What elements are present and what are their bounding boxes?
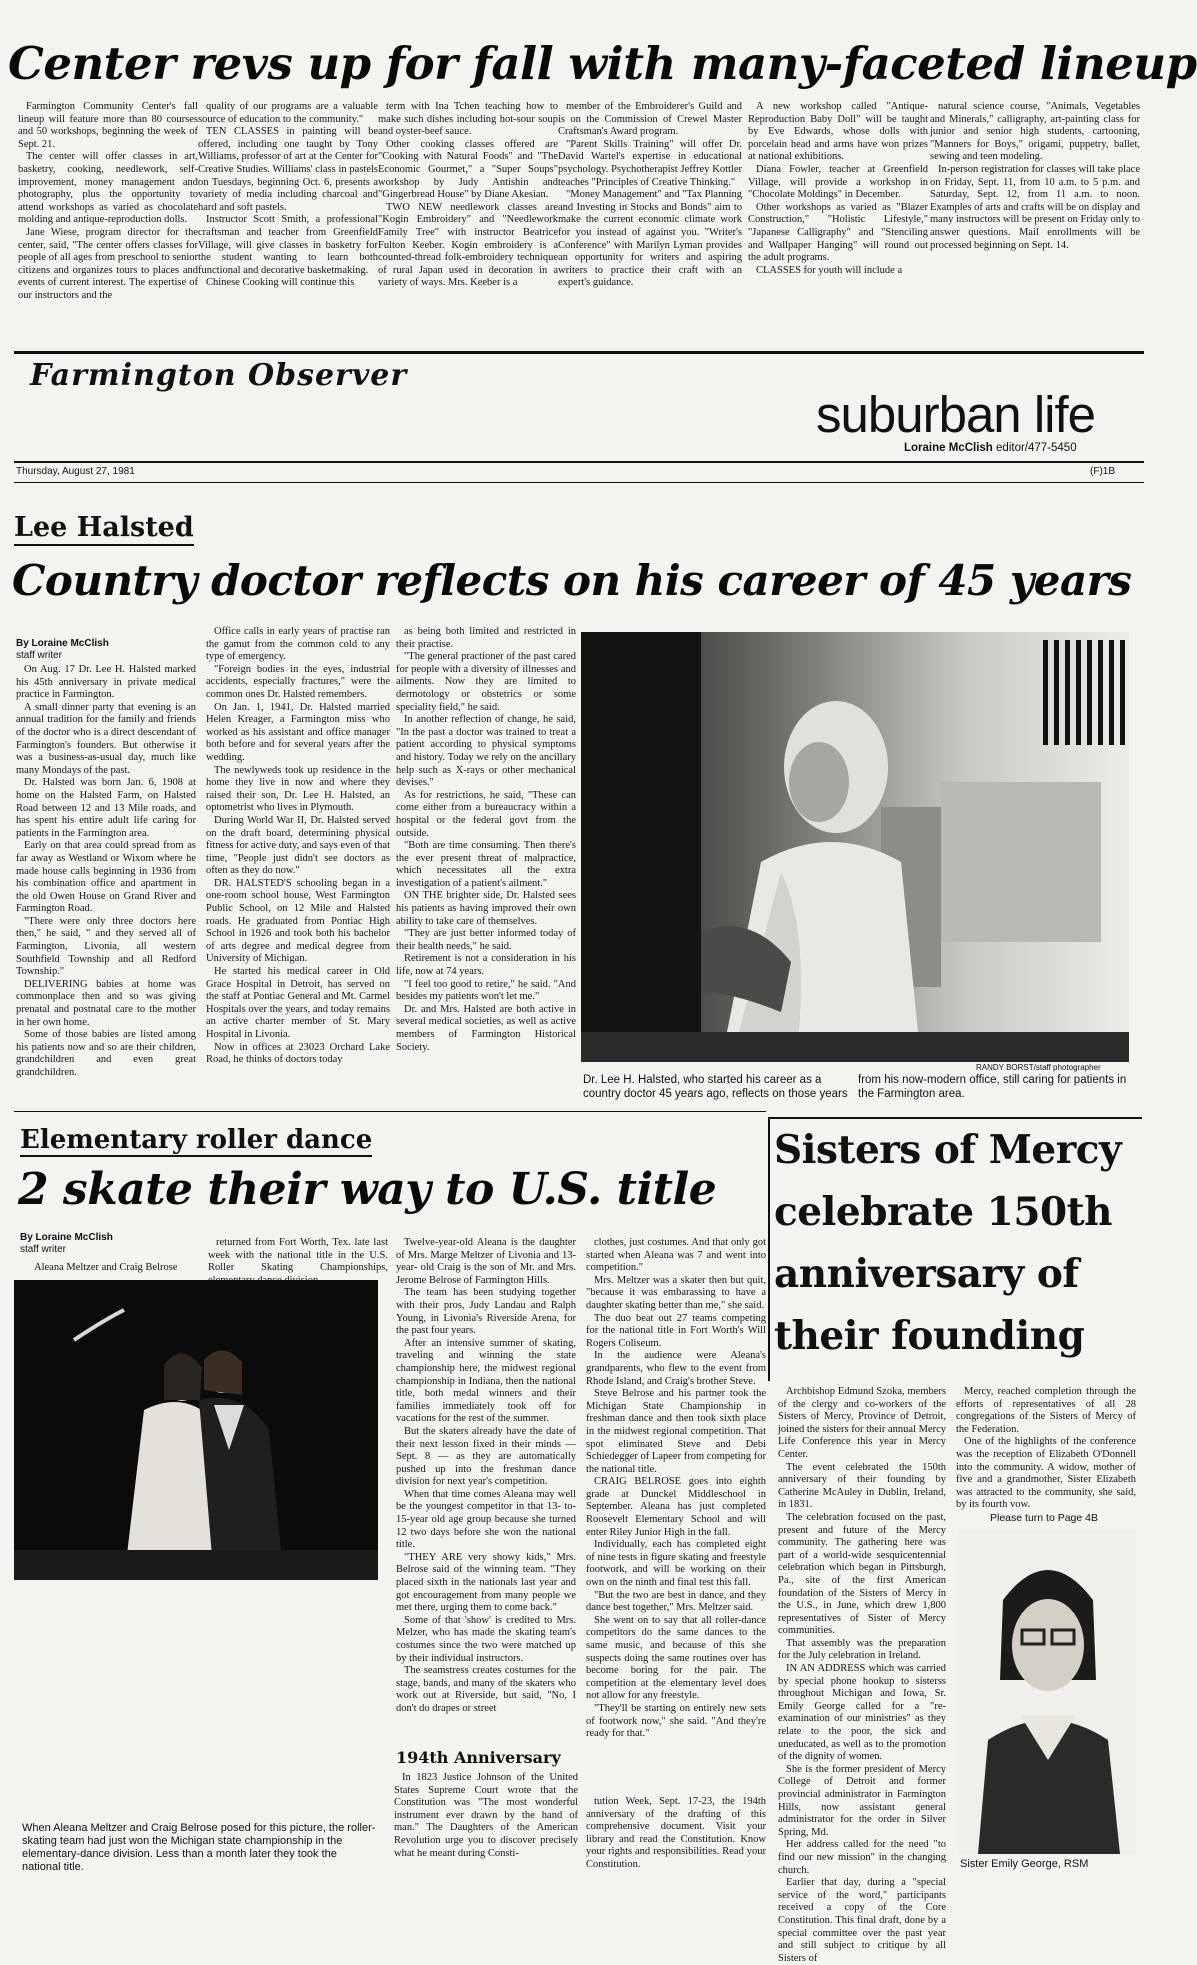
doctor-caption-left: Dr. Lee H. Halsted, who started his career as a country doctor 45 years ago, reflects on those years	[583, 1074, 848, 1100]
paragraph: Instructor Scott Smith, a professional craftsman and teacher from Greenfield Village, will give classes in basketry for the student wanting to learn both functional and decorative basketmaking.	[198, 214, 378, 276]
paragraph: "Parent Skills Training" will offer Dr. David Wartel's expertise in educational psychology. Psychotherapist Jeffrey Kottler teaches "Principles of Creative Thinking."	[558, 138, 742, 188]
doctor-byline-role: staff writer	[16, 650, 62, 661]
paragraph: "They are just better informed today of their health needs," he said.	[396, 928, 576, 952]
skaters-photo-image	[14, 1280, 378, 1580]
doctor-photo-credit: RANDY BORST/staff photographer	[976, 1063, 1101, 1072]
paragraph: Her address called for the need "to find our new mission" in the changing church.	[778, 1839, 946, 1876]
paragraph: CRAIG BELROSE goes into eighth grade at Dunckel Middleschool in September. Aleana has just completed Roosevelt Elementary School and will enter Riley Junior High in the fall.	[586, 1476, 766, 1538]
top-column	[930, 101, 1140, 345]
top-column	[748, 101, 928, 345]
paragraph: TWO NEW needlework classes are "Kogin Embroidery" and "Needlework Family Tree" with instructor Beatrice Fulton Keeber. Kogin embroidery is a counted-thread folk-embroidery technique of rural Japan used in decoration in a variety of ways. Mrs. Keeber is a	[378, 201, 558, 289]
paragraph: Some of those babies are listed among his patients now and so are their children, grandchildren and even great grandchildren.	[16, 1029, 196, 1078]
paragraph: Dr. and Mrs. Halsted are both active in several medical societies, as well as active members of Farmington Historical Society.	[396, 1003, 576, 1053]
paragraph: The event celebrated the 150th anniversary of their founding by Catherine McAuley in Dublin, Ireland, in 1831.	[778, 1461, 946, 1511]
doctor-headline: Country doctor reflects on his career of 45 years	[12, 556, 1132, 605]
anniversary-headline: 194th Anniversary	[396, 1748, 561, 1767]
paragraph: Now in offices at 23023 Orchard Lake Road, he thinks of doctors today	[206, 1041, 390, 1066]
paragraph: Steve Belrose and his partner took the Michigan State Championship in freshman dance and then took sixth place in the midwest regional competition. That spot eliminated Steve and Debi Schiedegger of Lapeer from competing for the national title.	[586, 1388, 766, 1475]
paragraph: The newlyweds took up residence in the home they live in now and where they raised their son, Dr. Lee H. Halsted, an optometrist who lives in Plymouth.	[206, 764, 390, 814]
paragraph: In 1823 Justice Johnson of the United States Supreme Court wrote that the Constitution was "The most wonderful instrument ever drawn by the hand of man." The Daughters of the American Revolution urge you to discover precisely what he meant during Consti-	[394, 1772, 578, 1859]
skate-column	[396, 1237, 576, 1737]
paragraph: On Jan. 1, 1941, Dr. Halsted married Helen Kreager, a Farmington miss who worked as his assistant and office manager both before and for several years after the wedding.	[206, 701, 390, 763]
doctor-bottom-rule	[14, 1111, 766, 1112]
paragraph: Mrs. Meltzer was a skater then but quit, "because it was embarassing to have a daughter skating better than me," she said.	[586, 1274, 766, 1311]
paragraph: In-person registration for classes will take place on Friday, Sept. 11, from 10 a.m. to 5 p.m. and Saturday, Sept. 12, from 11 a.m. to noon. Examples of arts and crafts will be on display and many instructors will be present on Friday only to answer questions. Mail enrollments will be processed beginning on Sept. 14.	[930, 163, 1140, 251]
paragraph: TEN CLASSES in painting will be offered, including one taught by Tony Williams, professor of art at the Center for Creative Studies. Williams' class in pastels on Tuesdays, beginning Oct. 6, presents a variety of media including charcoal and hard and soft pastels.	[198, 126, 378, 213]
paragraph: term with Ina Tchen teaching how to make such dishes including hot-sour soup and oyster-beef sauce.	[378, 101, 558, 138]
paragraph: "The general practioner of the past cared for people with a diversity of illnesses and ailments. Now they are limited to dermotology or obstetrics or some speciality field," he said.	[396, 651, 576, 713]
paragraph: IN AN ADDRESS which was carried by special phone hookup to sisterss throughout Michigan and Iowa, Sr. Emily George called for a "re-examination of our ministries" as they relate to the poor, the sick and uneducated, as well as to the promotion of the dignity of women.	[778, 1663, 946, 1763]
masthead-section: suburban life	[816, 386, 1096, 443]
paragraph: A small dinner party that evening is an annual tradition for the family and friends of the doctor who is a direct descendant of Farmington's founders. But otherwise it was a business-as-usual day, much like many Mondays of the past.	[16, 701, 196, 776]
paragraph: After an intensive summer of skating, traveling and winning the state championship here, the midwest regional championship in Indiana, then the national title, both medal winners and their families immediately took off for vacations for the rest of the summer.	[396, 1337, 576, 1425]
skate-headline: 2 skate their way to U.S. title	[18, 1164, 717, 1215]
paragraph: member of the Embroiderer's Guild and is on the Commission of Crewel Master Craftsman's Award program.	[558, 101, 742, 138]
paragraph: Dr. Halsted was born Jan. 6, 1908 at home on the Halsted Farm, on Halsted Road between 12 and 13 Mile roads, and has spent his entire adult life caring for patients in the Farmington area.	[16, 777, 196, 839]
sister-photo	[958, 1530, 1136, 1854]
paragraph: A new workshop called "Antique-Reproduction Baby Doll" will be taught by Eve Edwards, whose dolls with porcelain head and arms have won prizes at national exhibitions.	[748, 101, 928, 163]
sister-photo-image	[958, 1530, 1136, 1854]
paragraph: The celebration focused on the past, present and future of the Mercy community. The gathering here was part of a world-wide sesquicentennial celebration which began in Pittsburgh, Pa., site of the first American foundation of the Sisters of Mercy in the U.S., in June, which drew 1,800 representatives of Sister of Mercy communities.	[778, 1511, 946, 1637]
skate-column	[586, 1237, 766, 1792]
paragraph: In the audience were Aleana's grandparents, who flew to the event from Rhode Island, and Craig's brother Steve.	[586, 1350, 766, 1387]
editor-role: editor/477-5450	[996, 442, 1077, 454]
editor-name: Loraine McClish	[904, 442, 993, 454]
sister-caption: Sister Emily George, RSM	[960, 1858, 1089, 1870]
paragraph: As for restrictions, he said, "These can come either from a bureaucracy within a hospital or the federal govt from the outside.	[396, 789, 576, 839]
paragraph: The center will offer classes in art, basketry, cooking, needlework, self-improvement, money management and photography, plus the opportunity to attend workshops as varied as chocolate molding and antique-reproduction dolls.	[18, 151, 198, 226]
paragraph: Other cooking classes offered are "Cooking with Natural Foods" and "The Economic Gourmet," a "Super Soups" workshop by Judy Antishin and "Gingerbread House" by Diane Akesian.	[378, 138, 558, 201]
paragraph: "I feel too good to retire," he said. "And besides my patients won't let me."	[396, 978, 576, 1003]
skate-intro: Aleana Meltzer and Craig Belrose	[34, 1262, 178, 1273]
paragraph: The duo beat out 27 teams competing for the national title in Fort Worth's Will Rogers Coliseum.	[586, 1312, 766, 1349]
paragraph: clothes, just costumes. And that only got started when Aleana was 7 and went into competition."	[586, 1237, 766, 1274]
paragraph: "Foreign bodies in the eyes, industrial accidents, especially fractures," were the common ones Dr. Halsted remembers.	[206, 663, 390, 700]
paragraph: Retirement is not a consideration in his life, now at 74 years.	[396, 953, 576, 978]
paragraph: "There were only three doctors here then," he said, " and they served all of Farmington, Livonia, all western Southfield Township and all Redford Township."	[16, 915, 196, 978]
doctor-column	[396, 626, 576, 1104]
paragraph: The team has been studying together with their pros, Judy Landau and Ralph Young, in Livonia's Riverside Arena, for the past four years.	[396, 1287, 576, 1337]
paragraph: Diana Fowler, teacher at Greenfield Village, will provide a workshop in "Chocolate Moldings" in December.	[748, 163, 928, 201]
skate-caption: When Aleana Meltzer and Craig Belrose posed for this picture, the roller-skating team had just won the Michigan state championship in the elementary-dance division. Less than a month later they took the national title.	[22, 1822, 376, 1873]
paragraph: Jane Wiese, program director for the center, said, "The center offers classes for people of all ages from preschool to senior citizens and organizes tours to places and events of current interest. The expertise of our instructors and the	[18, 226, 198, 301]
mercy-continued: Please turn to Page 4B	[990, 1512, 1098, 1524]
doctor-column	[16, 664, 196, 1104]
paragraph: CLASSES for youth will include a	[756, 264, 903, 276]
skate-byline-role: staff writer	[20, 1244, 66, 1255]
paragraph: During World War II, Dr. Halsted served on the draft board, determining physical fitness for active duty, and says even of that time, "People just didn't see doctors as often as they do now."	[206, 814, 390, 877]
ann-column	[394, 1772, 578, 1872]
top-column	[18, 101, 198, 345]
paragraph: ON THE brighter side, Dr. Halsted sees his patients as having improved their own ability to take care of themselves.	[396, 890, 576, 927]
page-number: (F)1B	[1090, 466, 1115, 477]
paragraph: "They'll be starting on entirely new sets of footwork now," she said. "And they're ready for that."	[586, 1702, 766, 1740]
paragraph: Mercy, reached completion through the efforts of representatives of all 28 congregations of the Sisters of Mercy of the Federation.	[956, 1386, 1136, 1435]
paragraph: tution Week, Sept. 17-23, the 194th anniversary of the drafting of this comprehensive document. Visit your library and read the Constitution. Know your rights and responsibilities. Read your Constitution.	[586, 1796, 766, 1870]
top-column	[378, 101, 558, 345]
masthead-paper-name: Farmington Observer	[30, 358, 408, 393]
masthead-top-rule	[14, 351, 1144, 354]
doctor-photo	[581, 632, 1129, 1062]
paragraph: That assembly was the preparation for the July celebration in Ireland.	[778, 1637, 946, 1662]
skaters-photo	[14, 1280, 378, 1580]
doctor-photo-image	[581, 632, 1129, 1062]
paragraph: One of the highlights of the conference was the reception of Elizabeth O'Donnell into the community. A widow, mother of five and a grandmother, Sister Elizabeth was attracted to the community, she said, by its fourth vow.	[956, 1436, 1136, 1511]
paragraph: Office calls in early years of practise ran the gamut from the common cold to any type of emergency.	[206, 626, 390, 663]
paragraph: Earlier that day, during a "special service of the word," participants received a copy of the Core Constitution. This final draft, done by a special committee over the past year and still subject to critique by all Sisters of	[778, 1877, 946, 1964]
mercy-headline-line: celebrate 150th	[774, 1189, 1112, 1235]
paragraph: returned from Fort Worth, Tex. late last week with the national title in the U.S. Roller Skating Championships,	[208, 1237, 388, 1274]
masthead-editor	[904, 442, 1077, 454]
ann-column	[586, 1796, 766, 1872]
paragraph: But the skaters already have the date of their next lesson fixed in their minds — Sept. 8 — as they are automatically pushed up into the freshman dance division for next year's competition.	[396, 1425, 576, 1488]
top-column	[198, 101, 378, 345]
paragraph: "Both are time consuming. Then there's the ever present threat of malpractice, which necessitates all the extra investigation of a patient's ailment."	[396, 840, 576, 889]
paragraph: DELIVERING babies at home was commonplace then and so was giving prenatal and postnatal care to the mother in her own home.	[16, 978, 196, 1028]
paragraph: Individually, each has completed eight of nine tests in figure skating and freestyle footwork, and will be working on their own on the ninth and final test this fall.	[586, 1539, 766, 1589]
paragraph: as being both limited and restricted in their practise.	[396, 626, 576, 650]
paragraph: Twelve-year-old Aleana is the daughter of Mrs. Marge Meltzer of Livonia and 13-year- old Craig is the son of Mr. and Mrs. Jerome Belrose of Farmington Hills.	[396, 1237, 576, 1286]
paragraph: Some of that 'show' is credited to Mrs. Melzer, who has made the skating team's costumes since the two were matched up by their individual instructors.	[396, 1614, 576, 1664]
mercy-headline-line: Sisters of Mercy	[774, 1127, 1122, 1173]
paragraph: Early on that area could spread from as far away as Westland or Wixom where he made house calls beginning in 1936 from his combination office and apartment in the old Owen House on Grand River and Farmington Road.	[16, 840, 196, 915]
doctor-caption-right: from his now-modern office, still caring for patients in the Farmington area.	[858, 1074, 1127, 1100]
mercy-col-2	[956, 1386, 1136, 1510]
paragraph: "But the two are best in dance, and they dance best together," Mrs. Meltzer said.	[586, 1589, 766, 1614]
paragraph: "THEY ARE very showy kids," Mrs. Belrose said of the winning team. "They placed sixth in the nationals last year and got encouragement from many people we met there, urging them to come back."	[396, 1551, 576, 1614]
paragraph: On Aug. 17 Dr. Lee H. Halsted marked his 45th anniversary in private medical practice in Farmington.	[16, 664, 196, 701]
date-rule	[14, 482, 1144, 483]
paragraph: Farmington Community Center's fall lineup will feature more than 80 courses and 50 workshops, beginning the week of Sept. 21.	[18, 101, 198, 150]
issue-date: Thursday, August 27, 1981	[16, 466, 135, 477]
paragraph: quality of our programs are a valuable source of education to the community."	[198, 101, 378, 125]
doctor-byline: By Loraine McClish	[16, 638, 109, 649]
top-column	[558, 101, 742, 345]
paragraph: In another reflection of change, he said, "In the past a doctor was trained to treat a patient according to physical symptoms and history. Today we rely on the ancillary help such as X-rays or other mechanical devises."	[396, 714, 576, 789]
paragraph: Other workshops as varied as "Blazer Construction," "Holistic Lifestyle," "Japanese Calligraphy" and "Stenciling and Wallpaper Hanging" will round out the adult programs.	[748, 201, 928, 264]
doctor-kicker: Lee Halsted	[14, 512, 194, 546]
top-headline: Center revs up for fall with many-faceted lineup	[8, 37, 1197, 90]
paragraph: natural science course, "Animals, Vegetables and Minerals," calligraphy, art-painting class for junior and senior high students, cartooning, "Manners for Boys," origami, puppetry, ballet, sewing and teen modeling.	[930, 101, 1140, 163]
paragraph: He started his medical career in Old Grace Hospital in Detroit, has served on the staff at Pontiac General and Mt. Carmel Hospitals over the years, and today remains an active charter member of St. Mary Hospital in Livonia.	[206, 966, 390, 1040]
paragraph: Chinese Cooking will continue this	[206, 277, 355, 289]
skate-kicker: Elementary roller dance	[20, 1125, 373, 1155]
mercy-col-1	[778, 1386, 946, 1964]
paragraph: She went on to say that all roller-dance competitors do the same dances to the same music, and because of this she suspects doing the same routines over has become boring for the pair. The competition at the elementary level does not allow for any freestyle.	[586, 1614, 766, 1702]
skate-byline: By Loraine McClish	[20, 1232, 113, 1243]
masthead-bottom-rule	[14, 461, 1144, 463]
mercy-headline-line: their founding	[774, 1313, 1085, 1359]
doctor-column	[206, 626, 390, 1104]
paragraph: Archbishop Edmund Szoka, members of the clergy and co-workers of the Sisters of Mercy, Province of Detroit, joined the sisters for their annual Mercy Life Conference this year in Mercy Center.	[778, 1386, 946, 1460]
mercy-headline	[774, 1119, 1142, 1367]
paragraph: When that time comes Aleana may well be the youngest competitor in that 13- to-15-year old age group because she turned 12 two days before she won the national title.	[396, 1488, 576, 1551]
paragraph: The seamstress creates costumes for the stage, bands, and many of the skaters who work out at Riverside, but said, "No, I don't do drapes or street	[396, 1665, 576, 1714]
paragraph: She is the former president of Mercy College of Detroit and former provincial administrator in Farmington Hills, now assistant general administrator for the order in Silver Spring, Md.	[778, 1763, 946, 1838]
paragraph: DR. HALSTED'S schooling began in a one-room school house, West Farmington Public School, on 12 Mile and Halsted roads. He graduated from Pontiac High School in 1926 and took both his bachelor of arts degree and medical degree from University of Michigan.	[206, 877, 390, 965]
mercy-headline-line: anniversary of	[774, 1251, 1079, 1297]
paragraph: "Money Management" and "Tax Planning and Investing in Stocks and Bonds" aim to make the current economic climate work for you instead of against you. "Writer's Conference" with Marilyn Lyman provides an opportunity for writers and aspiring writers to practice their craft with an expert's guidance.	[558, 189, 743, 289]
skate-column	[208, 1237, 388, 1277]
